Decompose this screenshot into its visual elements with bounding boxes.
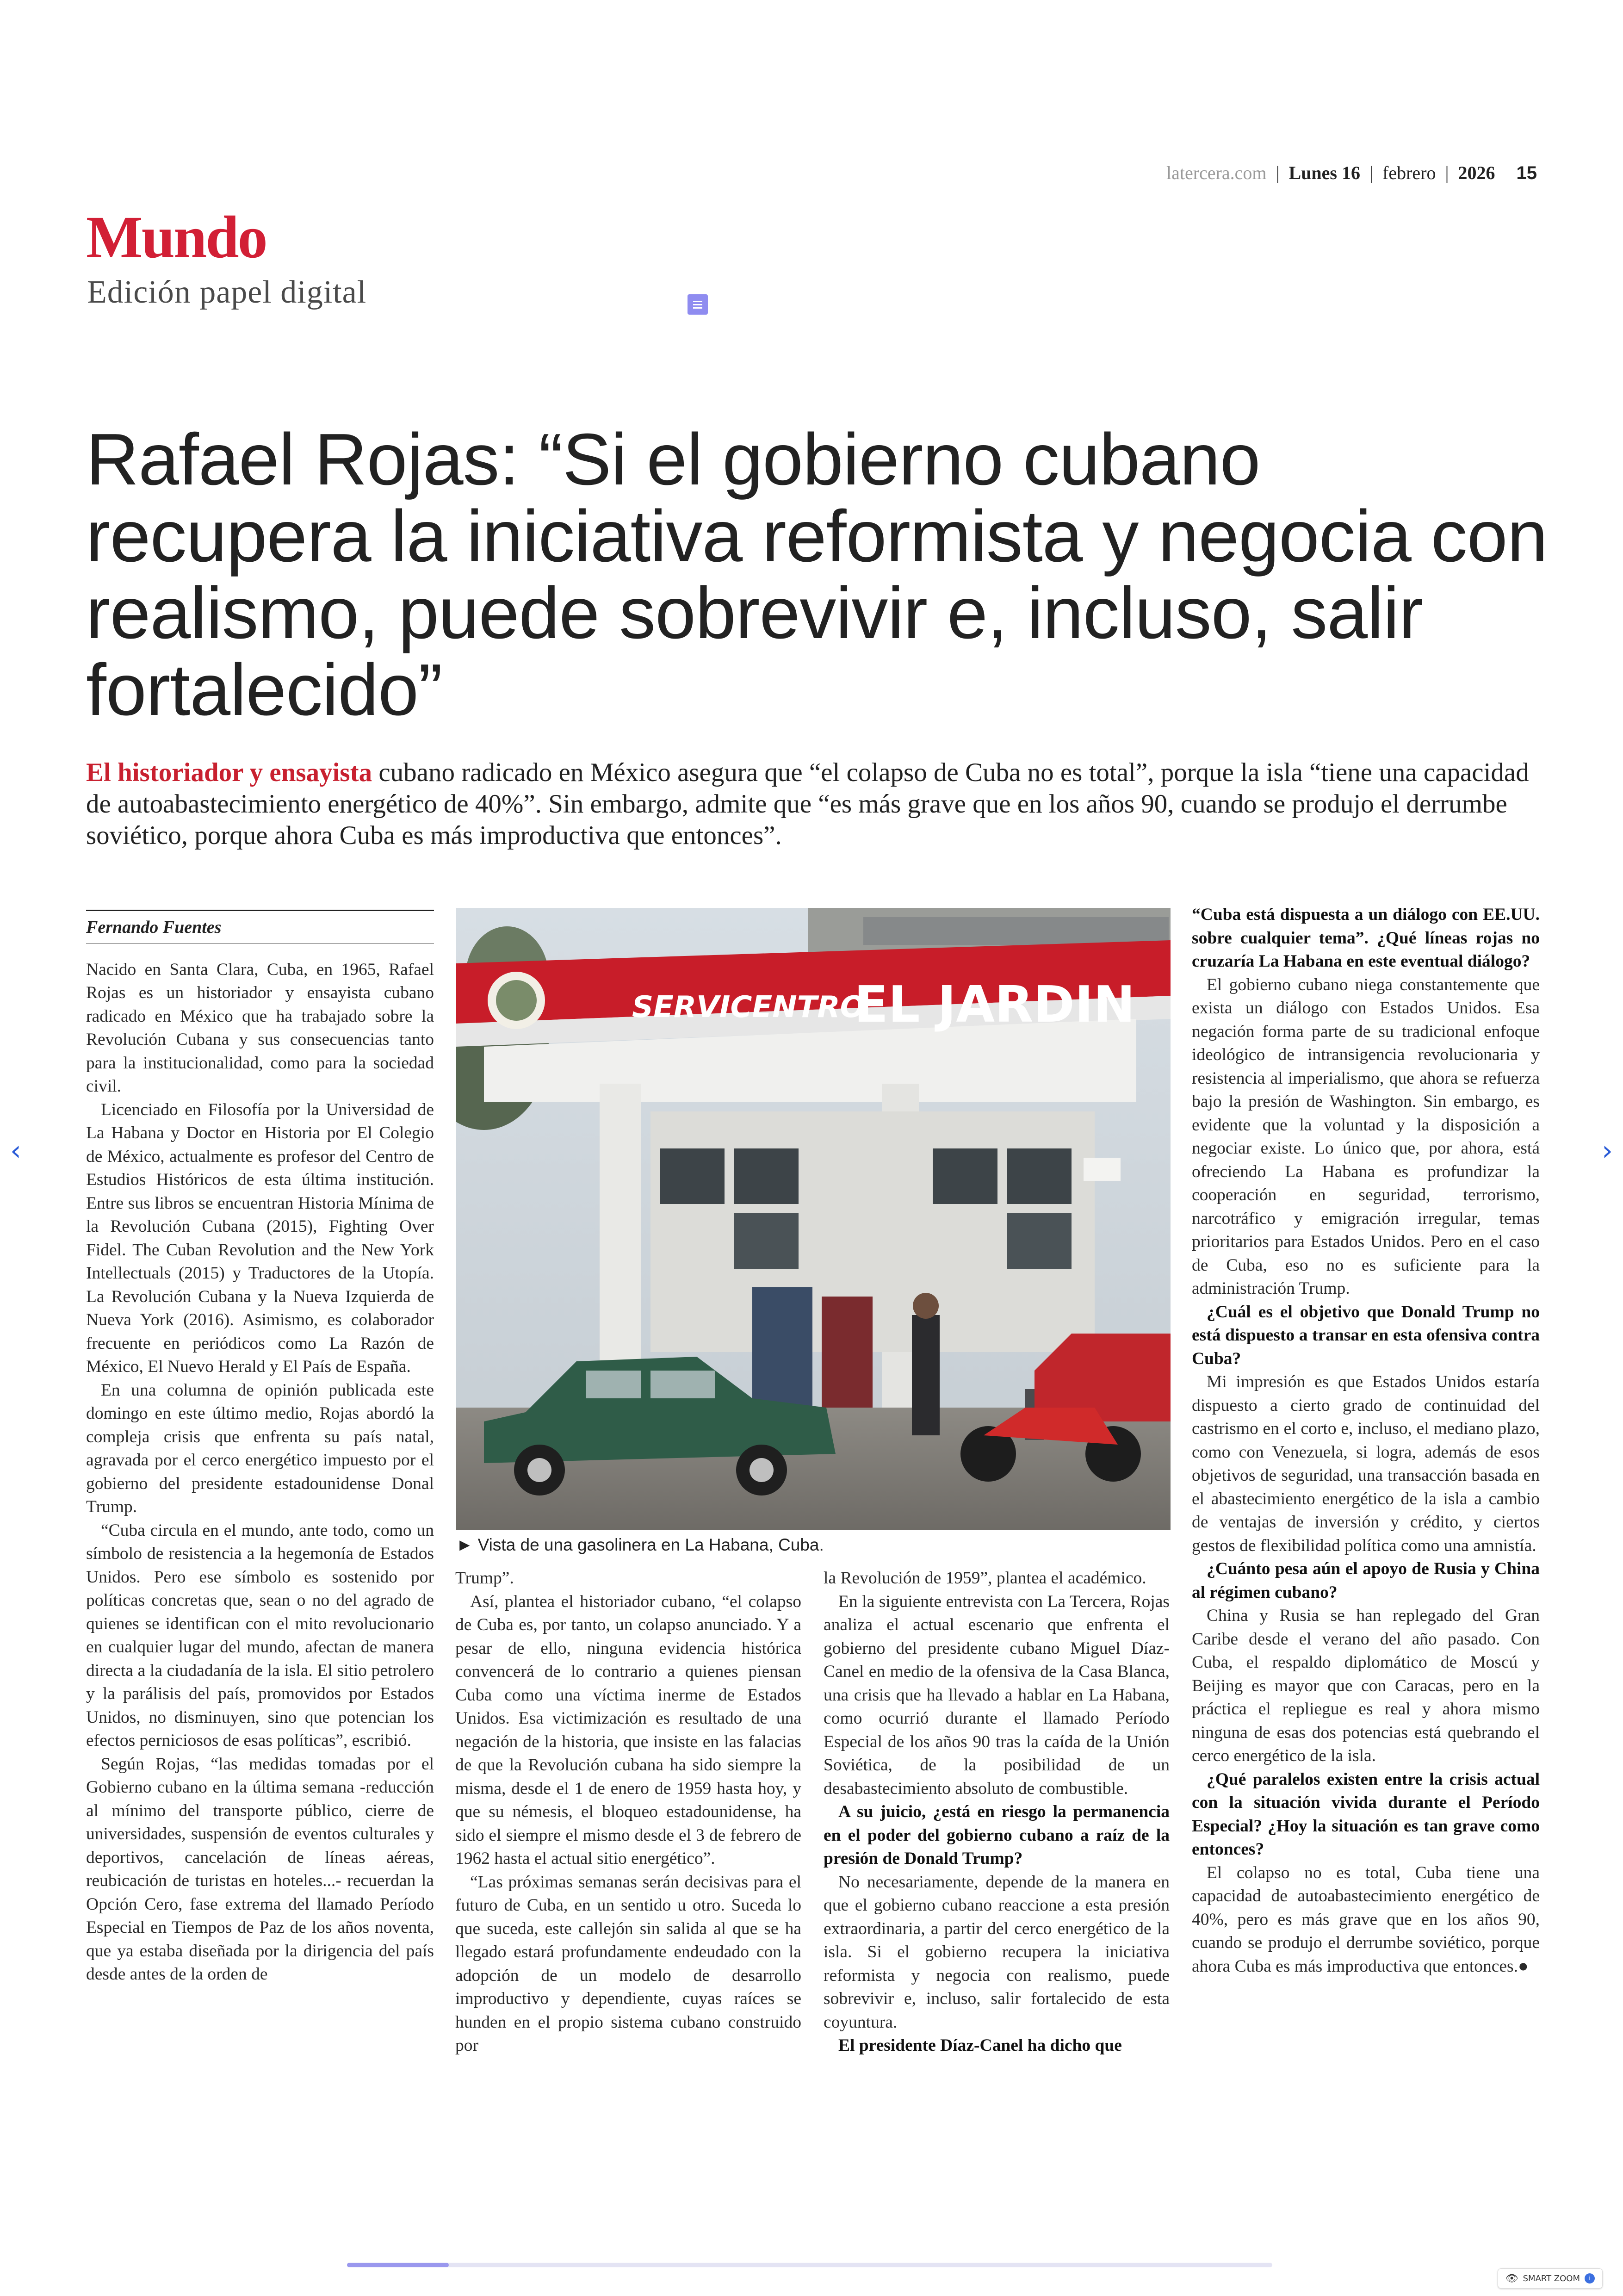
article-headline: Rafael Rojas: “Si el gobierno cubano recupera la iniciativa reformista y negocia con realismo, puede sobrevivir e, incluso, salir fortalecido”	[86, 419, 1548, 731]
note-marker-icon[interactable]	[688, 294, 708, 315]
interview-question: ¿Cuánto pesa aún el apoyo de Rusia y China al régimen cubano?	[1192, 1559, 1540, 1602]
article-column-1	[86, 910, 434, 1986]
paragraph: Según Rojas, “las medidas tomadas por el Gobierno cubano en la última semana -reducción al mínimo del transporte público, cierre de universidades, suspensión de eventos culturales y deportivos, cancelación de líneas aéreas, reubicación de turistas en hoteles...- recuerdan la Opción Cero, fase extrema del llamado Período Especial en Tiempos de Paz de los años noventa, que ya estaba diseñada por la dirigencia del país desde antes de la orden de	[86, 1754, 434, 1984]
gas-station-photo	[456, 908, 1171, 1530]
header-year: 2026	[1458, 162, 1495, 183]
sign-servicentro: SERVICENTRO	[632, 990, 866, 1024]
section-subtitle: Edición papel digital	[87, 274, 367, 310]
interview-question: El presidente Díaz-Canel ha dicho que	[838, 2036, 1122, 2055]
smart-zoom-label: SMART ZOOM	[1523, 2273, 1580, 2284]
paragraph: la Revolución de 1959”, plantea el académico.	[824, 1569, 1146, 1588]
interview-answer: El gobierno cubano niega constantemente que exista un diálogo con Estados Unidos. Esa negación forma parte de su tradicional enfoque ideológico de intransigencia revolucionaria y resistencia al imperialismo, que ahora se refuerza bajo la presión de Washington. Sin embargo, es evidente que la voluntad y la disposición a negociar existe. Lo único que, por ahora, está ofreciendo La Habana es profundizar la cooperación en seguridad, terrorismo, narcotráfico y emigración irregular, temas prioritarios para Estados Unidos. Pero en el caso de Cuba, eso no es suficiente para la administración Trump.	[1192, 975, 1540, 1298]
lede-lead: El historiador y ensayista	[86, 758, 372, 787]
interview-question: A su juicio, ¿está en riesgo la permanencia en el poder del gobierno cubano a raíz de la presión de Donald Trump?	[824, 1802, 1170, 1868]
page-number: 15	[1516, 163, 1537, 183]
paragraph: Nacido en Santa Clara, Cuba, en 1965, Rafael Rojas es un historiador y ensayista cubano radicado en México que ha trabajado sobre la Revolución Cubana y sus consecuencias tanto para la institucionalidad, como para la sociedad civil.	[86, 960, 434, 1096]
chevron-right-icon[interactable]: ›	[1602, 1135, 1613, 1167]
smart-zoom-button[interactable]	[1498, 2268, 1603, 2289]
paragraph: Trump”.	[455, 1569, 514, 1588]
interview-answer: No necesariamente, depende de la manera en que el gobierno cubano reaccione a esta presión extraordinaria, a partir del cerco energético de la isla. Si el gobierno recupera la iniciativa reformista y negocia con realismo, puede sobrevivir e, incluso, salir fortalecido de esta coyuntura.	[824, 1872, 1170, 2032]
reading-progress-bar[interactable]	[347, 2263, 1272, 2267]
info-badge: i	[1585, 2273, 1595, 2284]
article-column-2	[455, 1567, 801, 2058]
header-day: Lunes 16	[1288, 162, 1360, 183]
byline: Fernando Fuentes	[86, 910, 434, 943]
interview-answer	[1192, 1862, 1540, 1979]
interview-question: “Cuba está dispuesta a un diálogo con EE.UU. sobre cualquier tema”. ¿Qué líneas rojas no cruzaría La Habana en este eventual diálogo?	[1192, 905, 1540, 971]
reading-progress-fill	[347, 2263, 449, 2267]
paragraph: Así, plantea el historiador cubano, “el colapso de Cuba es, por tanto, un colapso anunciado. Y a pesar de ello, ninguna evidencia histórica convencerá de lo contrario a quienes piensan Cuba como una víctima inerme de Estados Unidos. Esa victimización es resultado de una negación de la historia, que insiste en las falacias de que la Revolución cubana ha sido siempre la misma, desde el 1 de enero de 1959 hasta hoy, y que su némesis, el bloqueo estadounidense, ha sido el siempre el mismo desde el 3 de febrero de 1962 hasta el actual sitio energético”.	[455, 1592, 801, 1868]
interview-answer: China y Rusia se han replegado del Gran Caribe desde el verano del año pasado. Con Cuba, el respaldo diplomático de Moscú y Beijing es mayor que con Caracas, pero en la práctica el repliegue es real y ahora mismo ninguna de esas dos potencias está quebrando el cerco energético de la isla.	[1192, 1606, 1540, 1765]
page-header-line: latercera.com | Lunes 16 | febrero | 2026 15	[1166, 162, 1537, 183]
caption-triangle-icon: ►	[456, 1535, 473, 1554]
article-lede	[86, 757, 1534, 851]
paragraph: Licenciado en Filosofía por la Universidad de La Habana y Doctor en Historia por El Colegio de México, actualmente es profesor del Centro de Estudios Históricos de esta última institución. Entre sus libros se encuentran Historia Mínima de la Revolución Cubana (2015), Fighting Over Fidel. The Cuban Revolution and the New York Intellectuals (2015) y Traductores de la Utopía. La Revolución Cubana y la Nueva Izquierda de Nueva York (2016). Asimismo, es colaborador frecuente en periódicos como La Razón de México, El Nuevo Herald y El País de España.	[86, 1100, 434, 1376]
caption-text: Vista de una gasolinera en La Habana, Cuba.	[477, 1535, 824, 1554]
article-photo[interactable]	[456, 908, 1171, 1530]
sign-el-jardin: EL JARDIN	[854, 976, 1135, 1034]
final-answer-text: El colapso no es total, Cuba tiene una capacidad de autoabastecimiento energético de 40%, pero es más grave que en los años 90, cuando se produjo el derrumbe soviético, porque ahora Cuba es más improductiva que entonces.	[1192, 1863, 1540, 1976]
article-column-3	[824, 1567, 1170, 2058]
paragraph: “Las próximas semanas serán decisivas para el futuro de Cuba, en un sentido u otro. Suceda lo que suceda, este callejón sin salida al que se ha llegado estará profundamente endeudado con la adopción de un modelo de desarrollo improductivo y dependiente, cuyas raíces se hunden en el propio sistema cubano construido por	[455, 1872, 801, 2055]
eye-icon: 👁	[1505, 2272, 1518, 2284]
interview-question: ¿Qué paralelos existen entre la crisis actual con la situación vivida durante el Período Especial? ¿Hoy la situación es tan grave como entonces?	[1192, 1769, 1540, 1859]
interview-question: ¿Cuál es el objetivo que Donald Trump no está dispuesto a transar en esta ofensiva contra Cuba?	[1192, 1302, 1540, 1368]
section-title: Mundo	[86, 204, 266, 271]
paragraph: “Cuba circula en el mundo, ante todo, como un símbolo de resistencia a la hegemonía de Estados Unidos. Pero ese símbolo es sostenido por políticas concretas que, sean o no del agrado de quienes se identifican con el mito revolucionario en cualquier lugar del mundo, afectan de manera directa a la ciudadanía de la isla. El sitio petrolero y la parálisis del país, promovidos por Estados Unidos, no disminuyen, sino que potencian los efectos perniciosos de esas políticas”, escribió.	[86, 1520, 434, 1750]
chevron-left-icon[interactable]: ‹	[10, 1135, 21, 1167]
photo-caption	[456, 1535, 1171, 1555]
paragraph: En la siguiente entrevista con La Tercera, Rojas analiza el actual escenario que enfrenta el gobierno del presidente cubano Miguel Díaz-Canel en medio de la ofensiva de la Casa Blanca, una crisis que ha llevado a hablar en La Habana, como ocurrió durante el llamado Período Especial de los años 90 tras la caída de la Unión Soviética, de la posibilidad de un desabastecimiento absoluto de combustible.	[824, 1592, 1170, 1798]
site-name: latercera.com	[1166, 162, 1267, 183]
lede-rest: cubano radicado en México asegura que “el colapso de Cuba no es total”, porque la isla “tiene una capacidad de autoabastecimiento energético de 40%”. Sin embargo, admite que “es más grave que en los años 90, cuando se produjo el derrumbe soviético, porque ahora Cuba es más improductiva que entonces”.	[86, 758, 1529, 850]
interview-answer: Mi impresión es que Estados Unidos estaría dispuesto a cierto grado de continuidad del castrismo en el corto e, incluso, el mediano plazo, como con Venezuela, si logra, además de esos objetivos de seguridad, una transacción basada en el abastecimiento energético de la isla a cambio de ventajas de inversión y crédito, y ciertos gestos de flexibilidad política como una amnistía.	[1192, 1372, 1540, 1555]
end-mark-icon: ●	[1518, 1956, 1529, 1976]
header-month: febrero	[1382, 162, 1436, 183]
article-column-4	[1192, 903, 1540, 1978]
paragraph: En una columna de opinión publicada este domingo en este último medio, Rojas abordó la compleja crisis que enfrenta su país natal, agravada por el cerco energético impuesto por el gobierno del presidente estadounidense Donal Trump.	[86, 1380, 434, 1516]
